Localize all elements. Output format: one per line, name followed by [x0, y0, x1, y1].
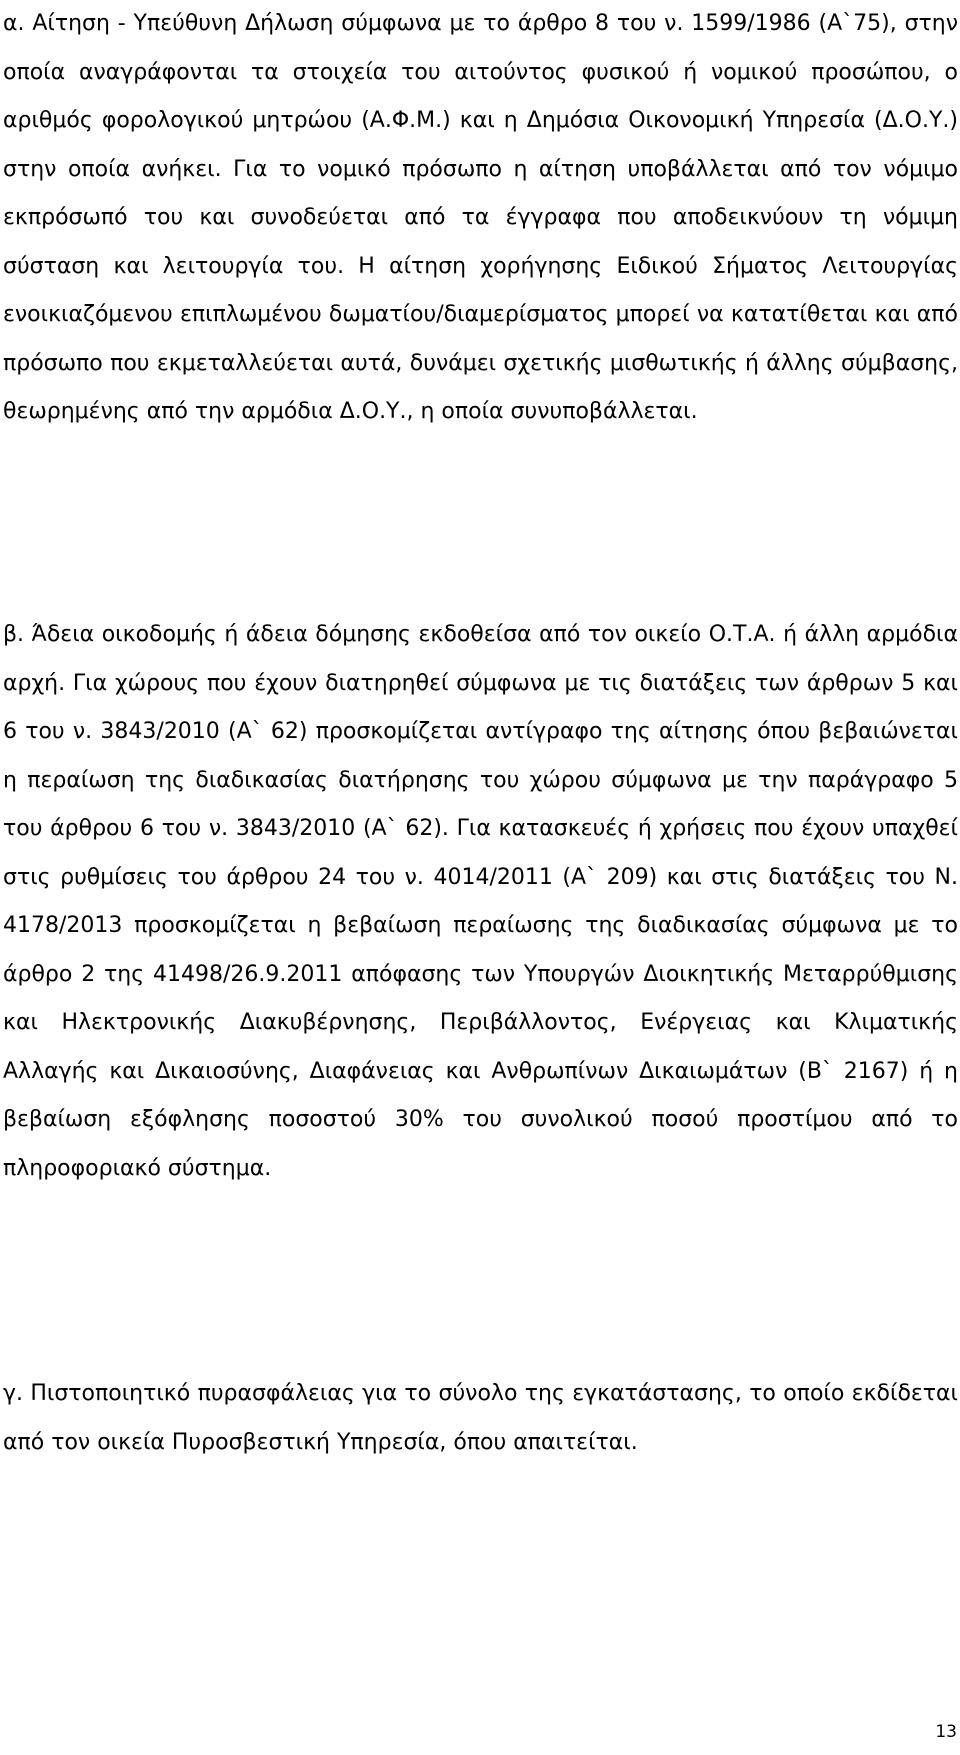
paragraph-c: γ. Πιστοποιητικό πυρασφάλειας για το σύνολο της εγκατάστασης, το οποίο εκδίδεται από τον οικεία Πυροσβεστική Υπηρεσία, όπου απαιτείται. [3, 1381, 958, 1455]
paragraph-b: β. Άδεια οικοδομής ή άδεια δόμησης εκδοθείσα από τον οικείο Ο.Τ.Α. ή άλλη αρμόδια αρχή. Για χώρους που έχουν διατηρηθεί σύμφωνα με τις διατάξεις των άρθρων 5 και 6 του ν. 3843/2010 (Α` 62) προσκομίζεται αντίγραφο της αίτησης όπου βεβαιώνεται η περαίωση της διαδικασίας διατήρησης του χώρου σύμφωνα με την παράγραφο 5 του άρθρου 6 του ν. 3843/2010 (Α` 62). Για κατασκευές ή χρήσεις που έχουν υπαχθεί στις ρυθμίσεις του άρθρου 24 του ν. 4014/2011 (Α` 209) και στις διατάξεις του Ν. 4178/2013 προσκομίζεται η βεβαίωση περαίωσης της διαδικασίας σύμφωνα με το άρθρο 2 της 41498/26.9.2011 απόφασης των Υπουργών Διοικητικής Μεταρρύθμισης και Ηλεκτρονικής Διακυβέρνησης, Περιβάλλοντος, Ενέργειας και Κλιματικής Αλλαγής και Δικαιοσύνης, Διαφάνειας και Ανθρωπίνων Δικαιωμάτων (Β` 2167) ή η βεβαίωση εξόφλησης ποσοστού 30% του συνολικού ποσού προστίμου από το πληροφοριακό σύστημα. [3, 622, 958, 1181]
page-number: 13 [935, 1722, 957, 1742]
paragraph-a: α. Αίτηση - Υπεύθυνη Δήλωση σύμφωνα με το άρθρο 8 του ν. 1599/1986 (Α`75), στην οποία αναγράφονται τα στοιχεία του αιτούντος φυσικού ή νομικού προσώπου, ο αριθμός φορολογικού μητρώου (Α.Φ.Μ.) και η Δημόσια Οικονομική Υπηρεσία (Δ.Ο.Υ.) στην οποία ανήκει. Για το νομικό πρόσωπο η αίτηση υποβάλλεται από τον νόμιμο εκπρόσωπό του και συνοδεύεται από τα έγγραφα που αποδεικνύουν τη νόμιμη σύσταση και λειτουργία του. Η αίτηση χορήγησης Ειδικού Σήματος Λειτουργίας ενοικιαζόμενου επιπλωμένου δωματίου/διαμερίσματος μπορεί να κατατίθεται και από πρόσωπο που εκμεταλλεύεται αυτά, δυνάμει σχετικής μισθωτικής ή άλλης σύμβασης, θεωρημένης από την αρμόδια Δ.Ο.Υ., η οποία συνυποβάλλεται. [3, 11, 958, 424]
